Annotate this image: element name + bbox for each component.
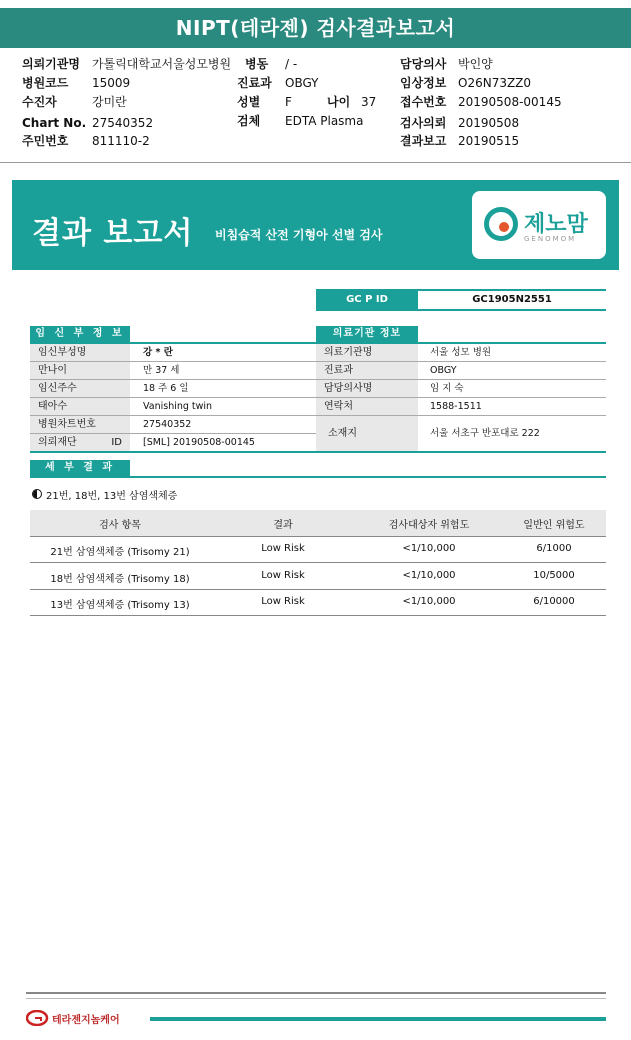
- row-divider: [30, 562, 606, 563]
- gcp-bottom-line: [316, 309, 606, 311]
- header-receipt-no: 접수번호 20190508-00145: [400, 95, 562, 109]
- institution-value: OBGY: [430, 365, 457, 376]
- banner-title: 결과 보고서: [32, 216, 194, 251]
- header-ward: 병동 / -: [245, 57, 298, 71]
- header-report-date: 결과보고 20190515: [400, 134, 520, 148]
- pregnant-label: 임신부성명: [30, 344, 130, 361]
- header-row-chart-no: Chart No. 27540352: [22, 116, 154, 130]
- header-divider: [0, 162, 631, 163]
- general-risk-cell: 6/10000: [533, 596, 575, 607]
- pregnant-value: 27540352: [143, 419, 192, 430]
- institution-label: 의료기관명: [316, 344, 418, 361]
- column-header: 일반인 위험도: [523, 520, 585, 531]
- pregnant-value: Vanishing twin: [143, 401, 213, 412]
- institution-label: 소재지: [316, 416, 418, 451]
- header-sex: 성별 F: [237, 95, 292, 109]
- banner-subtitle: 비침습적 산전 기형아 선별 검사: [215, 228, 383, 242]
- test-item-cell: 18번 삼염색체증 (Trisomy 18): [50, 574, 190, 585]
- pregnant-label: 만나이: [30, 362, 130, 379]
- subject-risk-cell: <1/10,000: [402, 570, 456, 581]
- table-header-divider: [30, 536, 606, 537]
- table-bottom-line: [30, 615, 606, 616]
- half-circle-icon: [32, 489, 42, 499]
- institution-label: 담당의사명: [316, 380, 418, 397]
- general-risk-cell: 10/5000: [533, 570, 575, 581]
- terragen-logo-icon: [26, 1010, 50, 1026]
- general-risk-cell: 6/1000: [536, 543, 572, 554]
- result-cell: Low Risk: [261, 596, 305, 607]
- header-doctor: 담당의사 박인양: [400, 57, 493, 71]
- report-title: NIPT(테라젠) 검사결과보고서: [0, 8, 631, 48]
- pregnant-value: 18 주 6 일: [143, 383, 189, 394]
- footer-teal-bar: [150, 1017, 606, 1021]
- row-divider: [30, 589, 606, 590]
- footer-company-name: 테라젠지놈케어: [52, 1015, 120, 1026]
- institution-value: 임 지 숙: [430, 383, 464, 394]
- test-item-cell: 13번 삼염색체증 (Trisomy 13): [50, 600, 190, 611]
- gcp-id-value: GC1905N2551: [472, 294, 552, 305]
- footer-rule-thin: [26, 998, 606, 999]
- detail-results-tag: 세 부 결 과: [30, 460, 130, 476]
- header-row-hospital-code: 병원코드 15009: [22, 76, 131, 90]
- pregnant-label: 태아수: [30, 398, 130, 415]
- genomom-logo: [472, 191, 606, 259]
- pregnant-info-tag: 임 신 부 정 보: [30, 326, 130, 342]
- institution-label: 진료과: [316, 362, 418, 379]
- header-row-resident-no: 주민번호 811110-2: [22, 134, 150, 148]
- subject-risk-cell: <1/10,000: [402, 543, 456, 554]
- pregnant-value: 강 * 란: [143, 347, 173, 358]
- logo-text: 제노맘: [524, 212, 588, 237]
- header-dept: 진료과 OBGY: [237, 76, 319, 90]
- report-banner: [12, 180, 619, 270]
- column-header: 검사대상자 위험도: [388, 520, 470, 531]
- column-header: 결과: [273, 520, 293, 531]
- genomom-mark-icon: [484, 207, 518, 241]
- header-specimen: 검체 EDTA Plasma: [237, 114, 364, 128]
- results-table-header: [30, 510, 606, 536]
- gcp-id-label: GC P ID: [316, 291, 418, 309]
- test-item-cell: 21번 삼염색체증 (Trisomy 21): [50, 547, 190, 558]
- institution-value: 서울 성모 병원: [430, 347, 492, 358]
- info-bottom-line: [30, 451, 606, 453]
- detail-summary: 21번, 18번, 13번 삼염색체증: [46, 491, 178, 502]
- institution-value: 1588-1511: [430, 401, 482, 412]
- pregnant-label: 병원차트번호: [30, 416, 130, 433]
- header-row-institution: 의뢰기관명 가톨릭대학교서울성모병원: [22, 57, 232, 71]
- institution-info-tag: 의료기관 정보: [316, 326, 418, 342]
- header-row-patient: 수진자 강미란: [22, 95, 127, 109]
- result-cell: Low Risk: [261, 543, 305, 554]
- logo-subtext: GENOMOM: [524, 235, 577, 243]
- header-request-date: 검사의뢰 20190508: [400, 116, 520, 130]
- pregnant-value: 만 37 세: [143, 365, 180, 376]
- subject-risk-cell: <1/10,000: [402, 596, 456, 607]
- column-header: 검사 항목: [99, 520, 141, 531]
- pregnant-label: 임신주수: [30, 380, 130, 397]
- pregnant-value: [SML] 20190508-00145: [143, 437, 255, 448]
- detail-top-line: [30, 476, 606, 478]
- footer-rule: [26, 992, 606, 994]
- institution-value: 서울 서초구 반포대로 222: [430, 428, 540, 439]
- result-cell: Low Risk: [261, 570, 305, 581]
- header-clinical-info: 임상정보 O26N73ZZ0: [400, 76, 532, 90]
- header-age: 나이 37: [327, 95, 377, 109]
- institution-label: 연락처: [316, 398, 418, 415]
- pregnant-label: 의뢰재단 ID: [30, 434, 130, 451]
